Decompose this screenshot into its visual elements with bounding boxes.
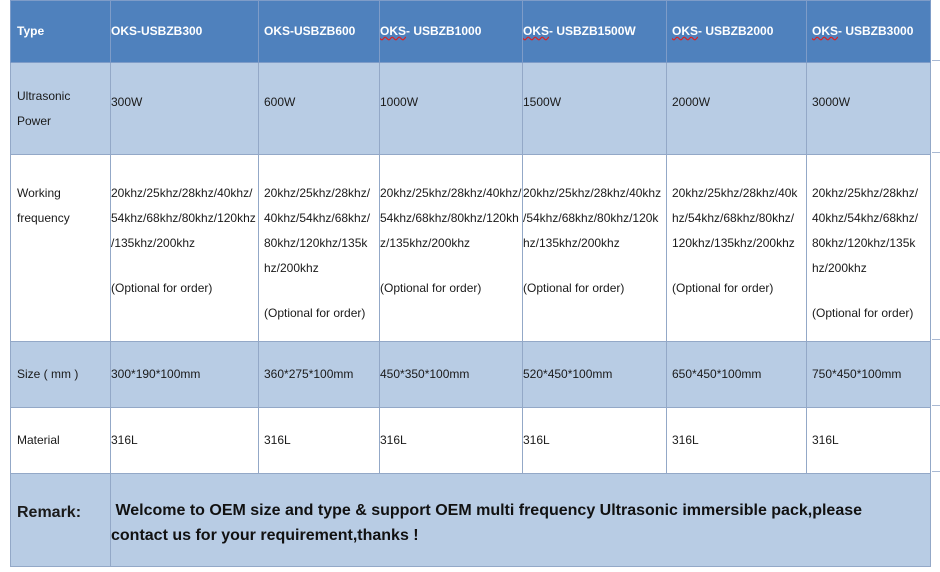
right-margin [934,0,940,572]
power-value: 1500W [523,63,667,155]
optional-note: (Optional for order) [111,281,213,295]
size-value: 650*450*100mm [667,342,807,408]
frequency-label [11,155,111,342]
header-row [11,1,931,63]
material-value: 316L [523,408,667,474]
material-value: 316L [111,408,259,474]
power-value: 3000W [807,63,931,155]
freq-line: hz/200khz [812,261,867,275]
size-value: 360*275*100mm [259,342,380,408]
freq-line: 40khz/54khz/68khz/ [264,211,371,225]
freq-line: 40khz/54khz/68khz/ [812,211,919,225]
label-line: Ultrasonic [17,88,71,103]
optional-note: (Optional for order) [264,306,366,320]
spec-table [10,0,931,567]
model-prefix: OKS [672,24,699,38]
size-value: 450*350*100mm [380,342,523,408]
material-value: 316L [380,408,523,474]
remark-label: Remark: [11,474,111,567]
freq-line: 20khz/25khz/28khz/40khz/ [111,186,253,200]
material-value: 316L [807,408,931,474]
freq-line: 20khz/25khz/28khz/40k [672,186,798,200]
freq-line: /135khz/200khz [111,236,196,250]
freq-line: 120khz/135khz/200khz [672,236,795,250]
freq-line: 80khz/120khz/135k [812,236,916,250]
remark-row [11,474,931,567]
model-header: OKS-USBZB300 [111,1,259,63]
grid-tick [932,60,940,61]
label-line: Working [17,186,61,200]
size-value: 520*450*100mm [523,342,667,408]
freq-line: 20khz/25khz/28khz/40khz [523,186,662,200]
model-suffix: - USBZB3000 [838,24,914,38]
material-value: 316L [667,408,807,474]
power-value: 2000W [667,63,807,155]
freq-line: hz/200khz [264,261,319,275]
frequency-value [111,155,259,342]
model-header [667,1,807,63]
model-prefix: OKS [523,24,550,38]
optional-note: (Optional for order) [380,281,482,295]
remark-line: contact us for your requirement,thanks ! [111,527,419,544]
frequency-value [523,155,667,342]
grid-tick [932,405,940,406]
material-row [11,408,931,474]
size-row [11,342,931,408]
model-header: OKS-USBZB600 [259,1,380,63]
model-header [380,1,523,63]
frequency-value [807,155,931,342]
type-header: Type [11,1,111,63]
frequency-row [11,155,931,342]
grid-tick [932,152,940,153]
freq-line: z/135khz/200khz [380,236,471,250]
freq-line: 54khz/68khz/80khz/120khz [111,211,256,225]
material-value: 316L [259,408,380,474]
size-label: Size ( mm ) [11,342,111,408]
model-prefix: OKS [380,24,407,38]
model-header [523,1,667,63]
label-line: frequency [17,211,70,225]
grid-tick [932,471,940,472]
model-suffix: - USBZB1500W [549,24,636,38]
frequency-value [667,155,807,342]
frequency-value [259,155,380,342]
size-value: 300*190*100mm [111,342,259,408]
frequency-value [380,155,523,342]
freq-line: hz/54khz/68khz/80khz/ [672,211,795,225]
power-value: 300W [111,63,259,155]
power-label [11,63,111,155]
freq-line: /54khz/68khz/80khz/120k [523,211,659,225]
freq-line: 20khz/25khz/28khz/ [264,186,371,200]
optional-note: (Optional for order) [523,281,625,295]
freq-line: hz/135khz/200khz [523,236,620,250]
model-suffix: - USBZB1000 [406,24,482,38]
grid-tick [932,339,940,340]
freq-line: 54khz/68khz/80khz/120kh [380,211,519,225]
power-row [11,63,931,155]
freq-line: 80khz/120khz/135k [264,236,368,250]
power-value: 600W [259,63,380,155]
size-value: 750*450*100mm [807,342,931,408]
model-prefix: OKS [812,24,839,38]
freq-line: 20khz/25khz/28khz/40khz/ [380,186,522,200]
material-label: Material [11,408,111,474]
remark-text [111,474,931,567]
model-suffix: - USBZB2000 [698,24,774,38]
optional-note: (Optional for order) [812,306,914,320]
optional-note: (Optional for order) [672,281,774,295]
model-header [807,1,931,63]
remark-line: Welcome to OEM size and type & support OEM multi frequency Ultrasonic immersible pack,please [111,502,863,519]
freq-line: 20khz/25khz/28khz/ [812,186,919,200]
label-line: Power [17,113,52,128]
power-value: 1000W [380,63,523,155]
